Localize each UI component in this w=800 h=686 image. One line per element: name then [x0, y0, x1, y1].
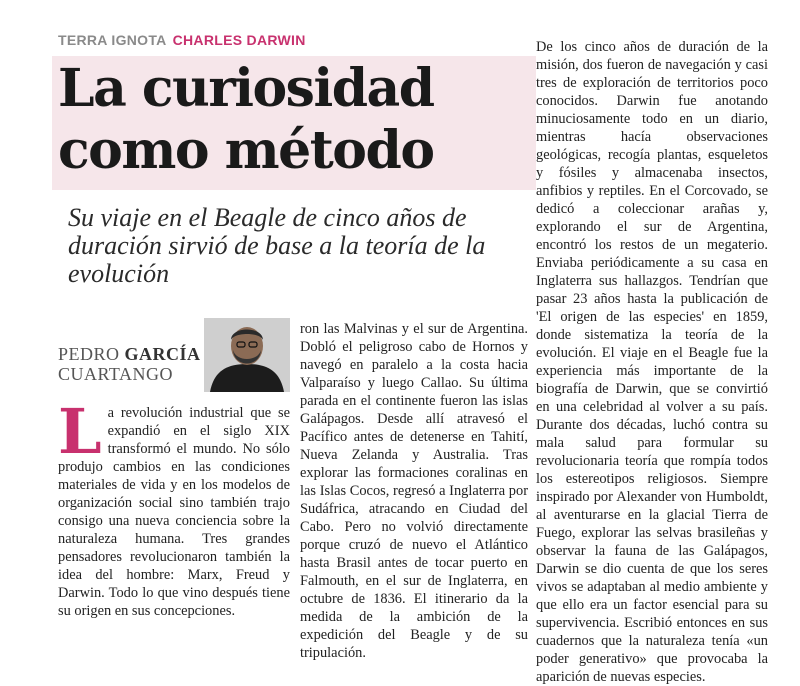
headline-line-1: La curiosidad — [58, 58, 434, 119]
deck-subtitle: Su viaje en el Beagle de cinco años de duración sirvió de base a la teoría de la evolución — [68, 203, 486, 288]
byline — [58, 344, 201, 384]
article-column-1 — [58, 395, 290, 619]
author-second-last-name: CUARTANGO — [58, 364, 173, 384]
topic-label: CHARLES DARWIN — [172, 32, 306, 48]
author-photo — [204, 318, 290, 392]
drop-cap: L — [58, 395, 102, 468]
headline-line-2: como método — [58, 120, 434, 181]
section-kicker — [58, 32, 306, 48]
article-column-3: De los cinco años de duración de la misión, dos fueron de navegación y casi tres de exploración de territorios poco conocidos. Darwin fue anotando minuciosamente todo en un diario, mientras hacía observaciones geológicas, recogía plantas, esqueletos y fósiles y almacenaba insectos, anfibios y reptiles. En el Corcovado, se dedicó a coleccionar arañas y, explorando el sur de Argentina, encontró los restos de un megaterio. Enviaba periódicamente a su casa en Inglaterra sus hallazgos. Tendrían que pasar 23 años hasta la publicación de 'El origen de las especies' en 1859, donde sistematiza la teoría de la evolución. El viaje en el Beagle fue la experiencia más importante de la biografía de Darwin, que se convirtió en una celebridad al volver a su país. Durante dos décadas, luchó contra su mala salud para formular su revolucionaria teoría que rompía todos los estereotipos religiosos. Siempre inspirado por Alexander von Humboldt, al aventurarse en la glacial Tierra de Fuego, explorar las selvas brasileñas y observar la fauna de las Galápagos, Darwin se dio cuenta de que los seres vivos se adaptaban al medio ambiente y que ello era un factor esencial para su supervivencia. Escribió entonces en sus cuadernos que la naturaleza tenía «un poder generativo» que provocaba la aparición de nuevas especies. — [536, 39, 768, 685]
section-label: TERRA IGNOTA — [58, 32, 167, 48]
article-column-2: ron las Malvinas y el sur de Argentina. Dobló el peligroso cabo de Hornos y navegó en paralelo a la costa hacia Valparaíso y luego Callao. Su última parada en el continente fueron las islas Galápagos. Desde allí atravesó el Pacífico antes de detenerse en Tahití, Nueva Zelanda y Australia. Tras explorar las formaciones coralinas en las Islas Cocos, regresó a Inglaterra por Sudáfrica, atracando en Ciudad del Cabo. Pero no volvió directamente porque cruzó de nuevo el Atlántico hasta Brasil antes de tocar puerto en Falmouth, en el sur de Inglaterra, en octubre de 1836. El itinerario da la medida de la ambición de la expedición del Beagle y de su tripulación. — [300, 321, 528, 661]
author-portrait-icon — [204, 318, 290, 392]
headline — [58, 58, 538, 182]
author-last-name: GARCÍA — [124, 344, 201, 364]
column-1-text: a revolución industrial que se expandió en el siglo XIX transformó el mundo. No sólo produjo cambios en las condiciones materiales de vida y en los modelos de organización social sino también trajo consigo una nueva conciencia sobre la naturaleza humana. Tres grandes pensadores revolucionaron también la idea del hombre: Marx, Freud y Darwin. Todo lo que vino después tiene su origen en sus concepciones. — [58, 405, 290, 619]
author-first-name: PEDRO — [58, 344, 120, 364]
